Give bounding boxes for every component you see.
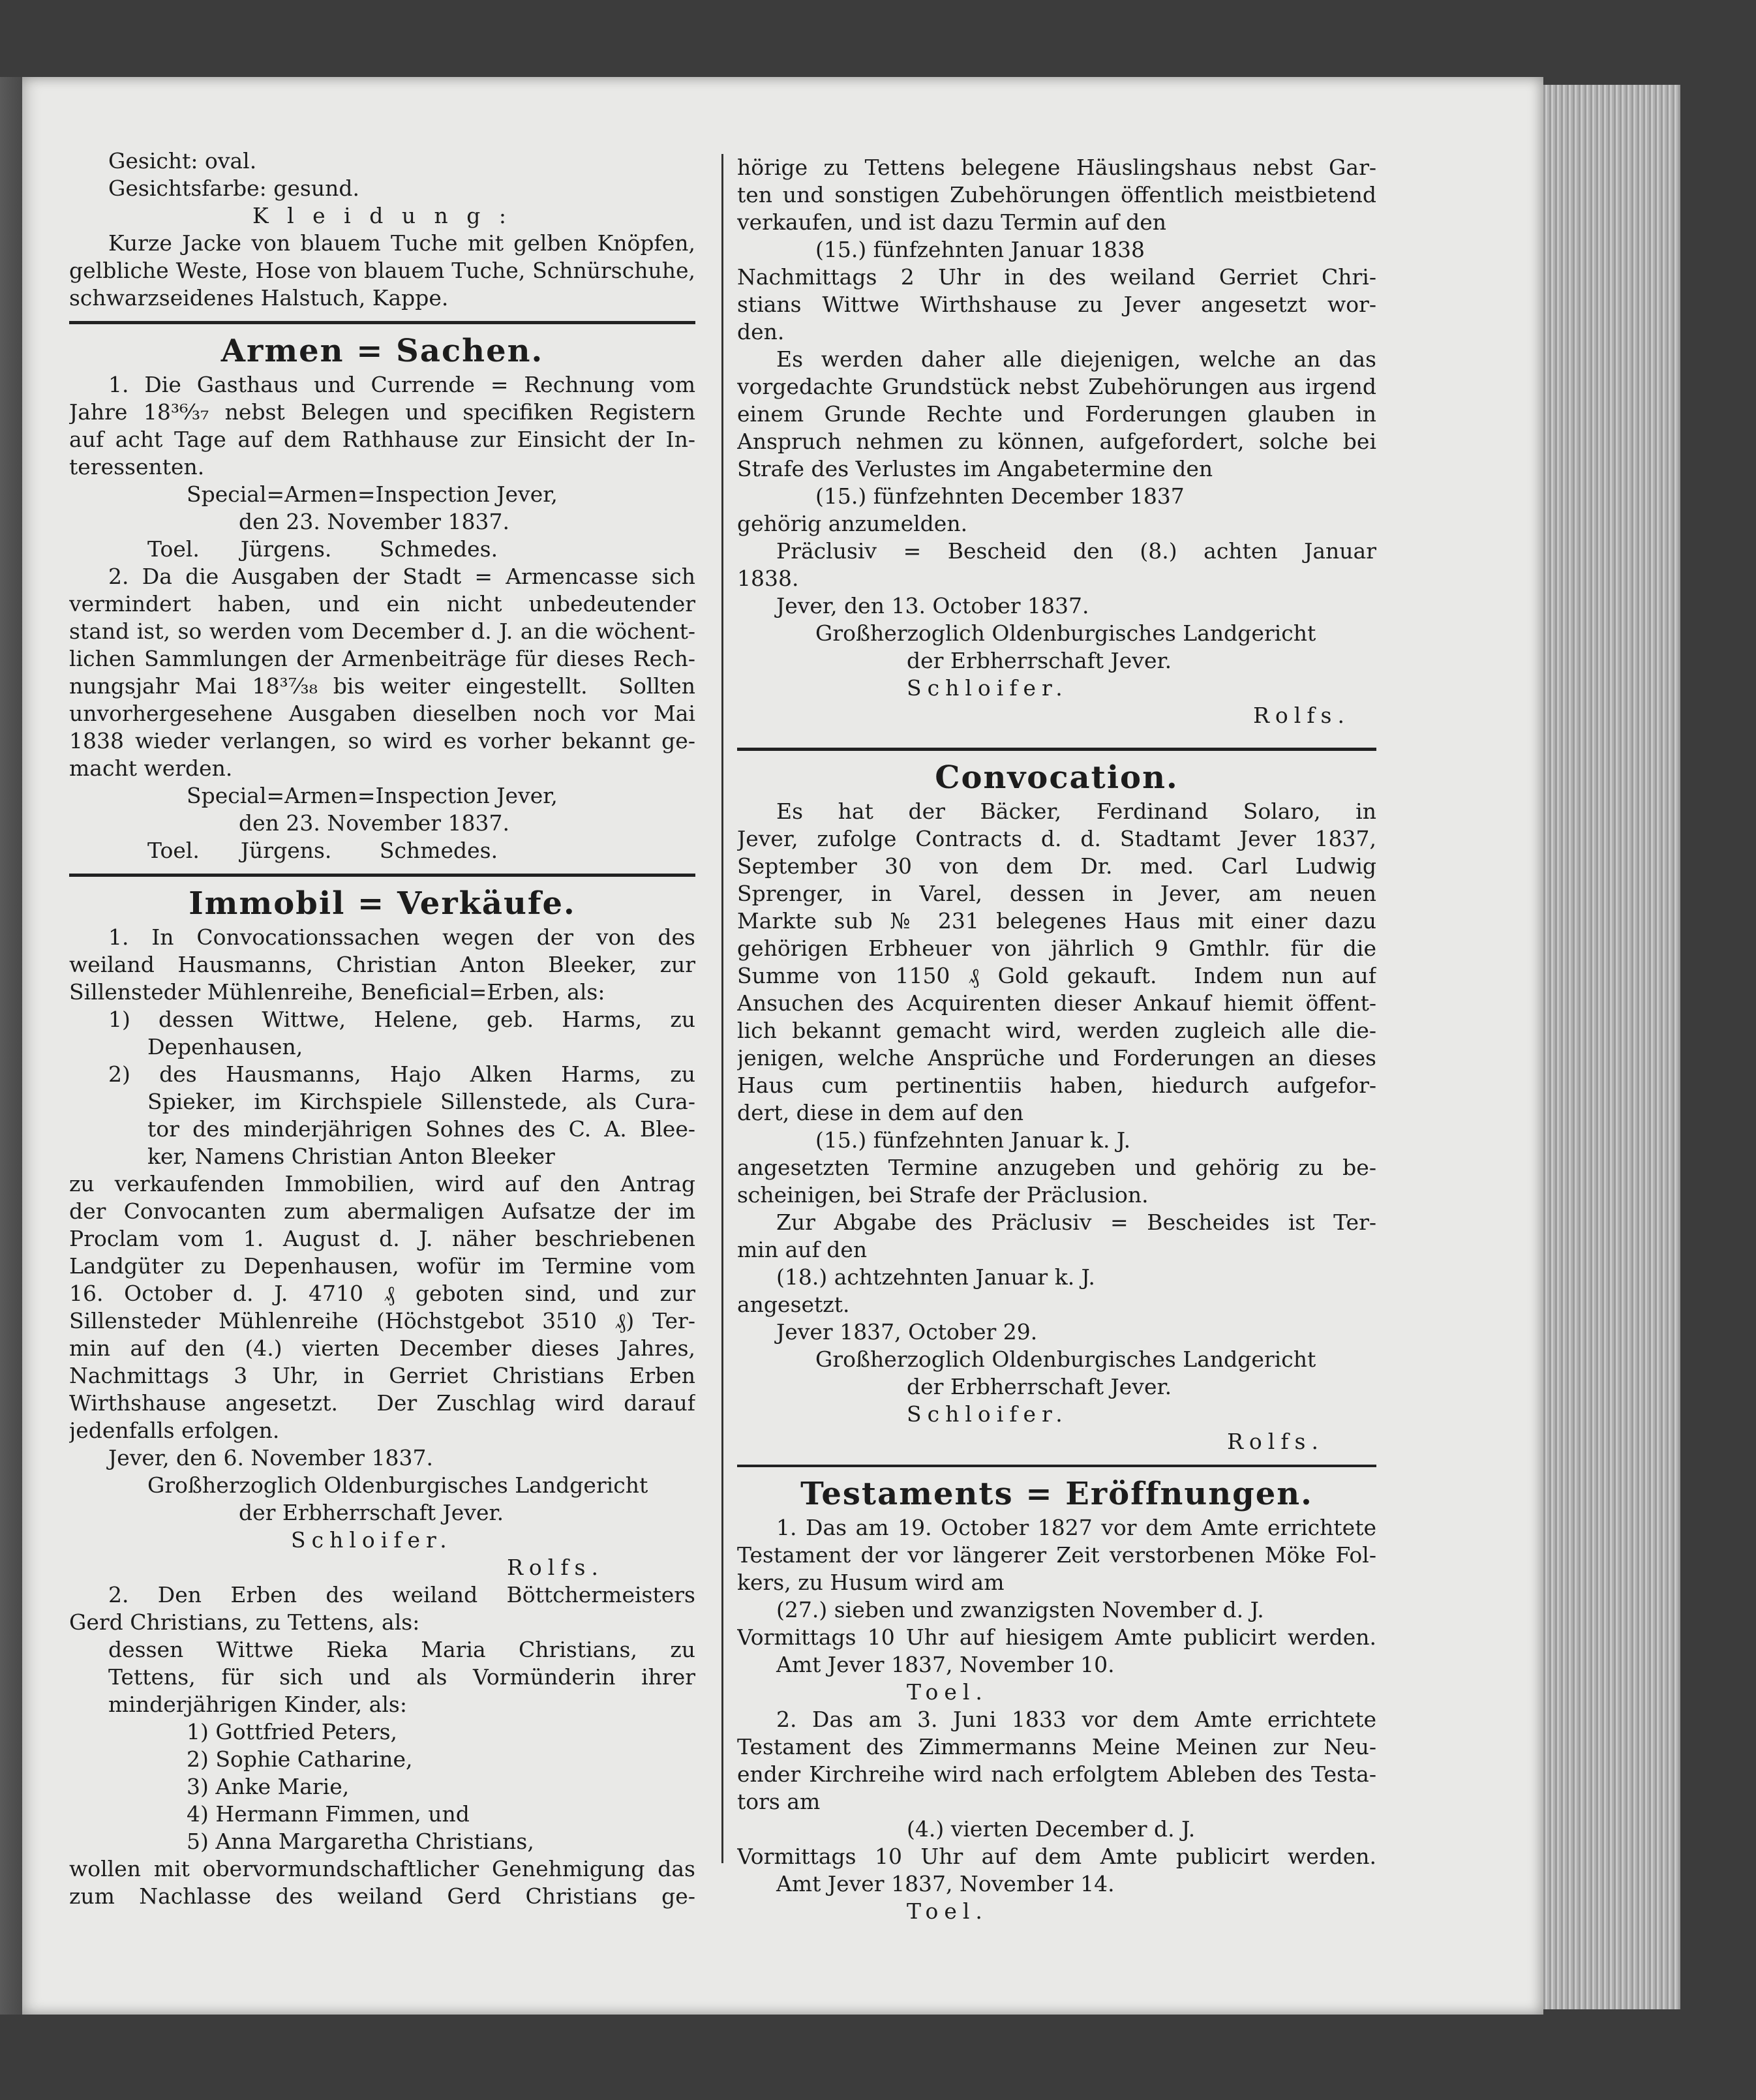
list-item: 2) des Hausmanns, Hajo Alken Harms, zu <box>108 1061 695 1087</box>
text-line: Testament der vor längerer Zeit verstorbenen Möke Fol- <box>737 1542 1376 1568</box>
text-line: jenigen, welche Ansprüche und Forderungen an dieses <box>737 1045 1376 1071</box>
section-heading-immobil: Immobil = Verkäufe. <box>189 885 576 922</box>
text-line: 2. Den Erben des weiland Böttchermeisters <box>108 1582 695 1607</box>
text-line: Markte sub № 231 belegenes Haus mit einer dazu <box>737 908 1376 934</box>
text-line: 1. Die Gasthaus und Currende = Rechnung vom <box>108 372 695 397</box>
text-line: September 30 von dem Dr. med. Carl Ludwig <box>737 853 1376 879</box>
text-line: Kurze Jacke von blauem Tuche mit gelben Knöpfen, <box>108 230 695 256</box>
text-line: Jever, zufolge Contracts d. d. Stadtamt Jever 1837, <box>737 826 1376 851</box>
text-line: lich bekannt gemacht wird, werden zugleich alle die- <box>737 1018 1376 1043</box>
text-line: nungsjahr Mai 18³⁷⁄₃₈ bis weiter eingestellt. Sollten <box>69 673 695 699</box>
section-rule <box>69 321 695 324</box>
authority-line: der Erbherrschaft Jever. <box>907 1374 1172 1399</box>
list-item: Depenhausen, <box>147 1034 303 1059</box>
text-line: vermindert haben, und ein nicht unbedeutender <box>69 591 695 616</box>
list-item: 4) Hermann Fimmen, und <box>187 1801 470 1827</box>
text-line: min auf den <box>737 1237 868 1262</box>
text-line: vorgedachte Grundstück nebst Zubehörungen aus irgend <box>737 374 1376 399</box>
text-line: zum Nachlasse des weiland Gerd Christians ge- <box>69 1883 695 1909</box>
text-line: einem Grunde Rechte und Forderungen glauben in <box>737 401 1376 427</box>
text-line: den. <box>737 319 785 344</box>
text-line: gehörigen Erbheuer von jährlich 9 Gmthlr. für die <box>737 936 1376 961</box>
text-line: Strafe des Verlustes im Angabetermine den <box>737 456 1213 481</box>
text-line: Sillensteder Mühlenreihe, Beneficial=Erben, als: <box>69 979 605 1005</box>
text-line: Zur Abgabe des Präclusiv = Bescheides ist Ter- <box>776 1210 1376 1235</box>
text-line: weiland Hausmanns, Christian Anton Bleeker, zur <box>69 952 695 977</box>
text-line: Wirthshause angesetzt. Der Zuschlag wird darauf <box>69 1390 695 1416</box>
text-line: Es hat der Bäcker, Ferdinand Solaro, in <box>776 799 1376 824</box>
text-line: verkaufen, und ist dazu Termin auf den <box>737 209 1167 235</box>
date-line: Jever 1837, October 29. <box>776 1319 1038 1345</box>
text-line: ten und sonstigen Zubehörungen öffentlich meistbietend <box>737 182 1376 207</box>
signature-line: Schloifer. <box>907 1401 1068 1427</box>
text-line: Testament des Zimmermanns Meine Meinen zur Neu- <box>737 1734 1376 1759</box>
left-column <box>69 147 695 1910</box>
text-line: auf acht Tage auf dem Rathhause zur Einsicht der In- <box>69 427 695 452</box>
list-item: ker, Namens Christian Anton Bleeker <box>147 1144 555 1169</box>
signature-line: Special=Armen=Inspection Jever, <box>187 783 558 808</box>
signature-line: Toel. <box>907 1898 988 1924</box>
text-line: angesetzten Termine anzugeben und gehörig zu be- <box>737 1155 1376 1180</box>
text-line: Vormittags 10 Uhr auf dem Amte publicirt werden. <box>737 1844 1376 1869</box>
text-line: 2. Das am 3. Juni 1833 vor dem Amte errichtete <box>776 1707 1376 1732</box>
date-line: den 23. November 1837. <box>239 810 509 836</box>
text-line: ender Kirchreihe wird nach erfolgtem Ableben des Testa- <box>737 1761 1376 1787</box>
text-line: Präclusiv = Bescheid den (8.) achten Januar <box>776 538 1376 564</box>
date-line: Amt Jever 1837, November 10. <box>776 1652 1115 1677</box>
section-rule <box>737 748 1376 751</box>
section-heading-testament: Testaments = Eröffnungen. <box>800 1476 1313 1512</box>
text-line: 1838. <box>737 566 799 591</box>
text-line: zu verkaufenden Immobilien, wird auf den Antrag <box>69 1171 695 1196</box>
text-line: Anspruch nehmen zu können, aufgefordert, solche bei <box>737 429 1376 454</box>
signature-names: Toel. Jürgens. Schmedes. <box>147 536 498 562</box>
text-line: Vormittags 10 Uhr auf hiesigem Amte publicirt werden. <box>737 1624 1376 1650</box>
date-line: Jever, den 6. November 1837. <box>108 1445 434 1470</box>
text-line: dessen Wittwe Rieka Maria Christians, zu <box>108 1637 695 1662</box>
text-line: Gesicht: oval. <box>108 148 257 174</box>
text-line: Landgüter zu Depenhausen, wofür im Termine vom <box>69 1253 695 1279</box>
date-line: (15.) fünfzehnten December 1837 <box>815 483 1185 509</box>
list-item: 5) Anna Margaretha Christians, <box>187 1829 534 1854</box>
text-line: Sillensteder Mühlenreihe (Höchstgebot 3510 ₰) Ter- <box>69 1308 695 1333</box>
text-line: der Convocanten zum abermaligen Aufsatze der im <box>69 1198 695 1224</box>
text-line: dert, diese in dem auf den <box>737 1100 1024 1125</box>
text-line: Nachmittags 3 Uhr, in Gerriet Christians Erben <box>69 1363 695 1388</box>
text-line: Gesichtsfarbe: gesund. <box>108 175 359 201</box>
signature-line: Toel. <box>907 1679 988 1705</box>
section-subheading: K l e i d u n g : <box>252 203 513 228</box>
signature-line: Special=Armen=Inspection Jever, <box>187 481 558 507</box>
date-line: (18.) achtzehnten Januar k. J. <box>776 1264 1095 1290</box>
text-line: wollen mit obervormundschaftlicher Genehmigung das <box>69 1856 695 1881</box>
column-divider <box>721 154 723 1863</box>
text-line: Tettens, für sich und als Vormünderin ihrer <box>108 1664 695 1690</box>
signature-line: Schloifer. <box>907 675 1068 701</box>
section-heading-armen: Armen = Sachen. <box>220 333 544 369</box>
list-item: 1) dessen Wittwe, Helene, geb. Harms, zu <box>108 1007 695 1032</box>
authority-line: der Erbherrschaft Jever. <box>239 1500 504 1525</box>
date-line: (4.) vierten December d. J. <box>907 1816 1196 1842</box>
date-line: Amt Jever 1837, November 14. <box>776 1871 1115 1896</box>
text-line: stand ist, so werden vom December d. J. an die wöchent- <box>69 618 695 644</box>
text-line: gehörig anzumelden. <box>737 511 968 536</box>
text-line: Jahre 18³⁶⁄₃₇ nebst Belegen und specifiken Registern <box>69 399 695 425</box>
list-item: 2) Sophie Catharine, <box>187 1746 413 1772</box>
text-line: minderjährigen Kinder, als: <box>108 1692 407 1717</box>
text-line: 2. Da die Ausgaben der Stadt = Armencasse sich <box>108 564 695 589</box>
section-rule <box>737 1465 1376 1467</box>
text-line: scheinigen, bei Strafe der Präclusion. <box>737 1182 1149 1208</box>
text-line: Haus cum pertinentiis haben, hiedurch aufgefor- <box>737 1073 1376 1098</box>
signature-line: Rolfs. <box>1253 703 1350 728</box>
text-line: Gerd Christians, zu Tettens, als: <box>69 1609 420 1635</box>
text-line: stians Wittwe Wirthshause zu Jever angesetzt wor- <box>737 292 1376 317</box>
date-line: den 23. November 1837. <box>239 509 509 534</box>
date-line: (27.) sieben und zwanzigsten November d. J. <box>776 1597 1264 1622</box>
authority-line: Großherzoglich Oldenburgisches Landgericht <box>147 1472 648 1498</box>
text-line: jedenfalls erfolgen. <box>69 1418 280 1443</box>
text-line: kers, zu Husum wird am <box>737 1570 1005 1595</box>
book-fore-edge <box>1543 85 1680 2009</box>
text-line: Proclam vom 1. August d. J. näher beschriebenen <box>69 1226 695 1251</box>
text-line: tors am <box>737 1789 821 1814</box>
text-line: unvorhergesehene Ausgaben dieselben noch vor Mai <box>69 701 695 726</box>
section-rule <box>69 874 695 877</box>
text-line: 1. In Convocationssachen wegen der von des <box>108 924 695 950</box>
text-line: Ansuchen des Acquirenten dieser Ankauf hiemit öffent- <box>737 990 1376 1016</box>
text-line: Es werden daher alle diejenigen, welche an das <box>776 346 1376 372</box>
date-line: Jever, den 13. October 1837. <box>776 593 1089 618</box>
text-line: teressenten. <box>69 454 205 479</box>
text-line: Sprenger, in Varel, dessen in Jever, am neuen <box>737 881 1376 906</box>
text-line: 16. October d. J. 4710 ₰ geboten sind, und zur <box>69 1281 695 1306</box>
list-item: Spieker, im Kirchspiele Sillenstede, als Cura- <box>147 1089 695 1114</box>
authority-line: der Erbherrschaft Jever. <box>907 648 1172 673</box>
text-line: Summe von 1150 ₰ Gold gekauft. Indem nun auf <box>737 963 1376 988</box>
text-line: 1838 wieder verlangen, so wird es vorher bekannt ge- <box>69 728 695 753</box>
text-line: min auf den (4.) vierten December dieses Jahres, <box>69 1335 695 1361</box>
list-item: 3) Anke Marie, <box>187 1774 350 1799</box>
list-item: tor des minderjährigen Sohnes des C. A. Blee- <box>147 1116 695 1142</box>
text-line: schwarzseidenes Halstuch, Kappe. <box>69 285 449 311</box>
right-column <box>737 154 1376 1925</box>
list-item: 1) Gottfried Peters, <box>187 1719 398 1744</box>
text-line: macht werden. <box>69 755 233 781</box>
section-heading-convocation: Convocation. <box>935 759 1179 796</box>
text-line: gelbliche Weste, Hose von blauem Tuche, Schnürschuhe, <box>69 258 695 283</box>
date-line: (15.) fünfzehnten Januar 1838 <box>815 237 1145 262</box>
signature-line: Rolfs. <box>507 1555 604 1580</box>
signature-names: Toel. Jürgens. Schmedes. <box>147 838 498 863</box>
text-line: hörige zu Tettens belegene Häuslingshaus nebst Gar- <box>737 155 1376 180</box>
text-line: lichen Sammlungen der Armenbeiträge für dieses Rech- <box>69 646 695 671</box>
text-line: Nachmittags 2 Uhr in des weiland Gerriet Chri- <box>737 264 1376 290</box>
signature-line: Rolfs. <box>1227 1429 1324 1454</box>
text-line: angesetzt. <box>737 1292 850 1317</box>
date-line: (15.) fünfzehnten Januar k. J. <box>815 1127 1131 1153</box>
authority-line: Großherzoglich Oldenburgisches Landgericht <box>815 620 1316 646</box>
signature-line: Schloifer. <box>291 1527 453 1553</box>
text-line: 1. Das am 19. October 1827 vor dem Amte errichtete <box>776 1515 1376 1540</box>
authority-line: Großherzoglich Oldenburgisches Landgericht <box>815 1347 1316 1372</box>
